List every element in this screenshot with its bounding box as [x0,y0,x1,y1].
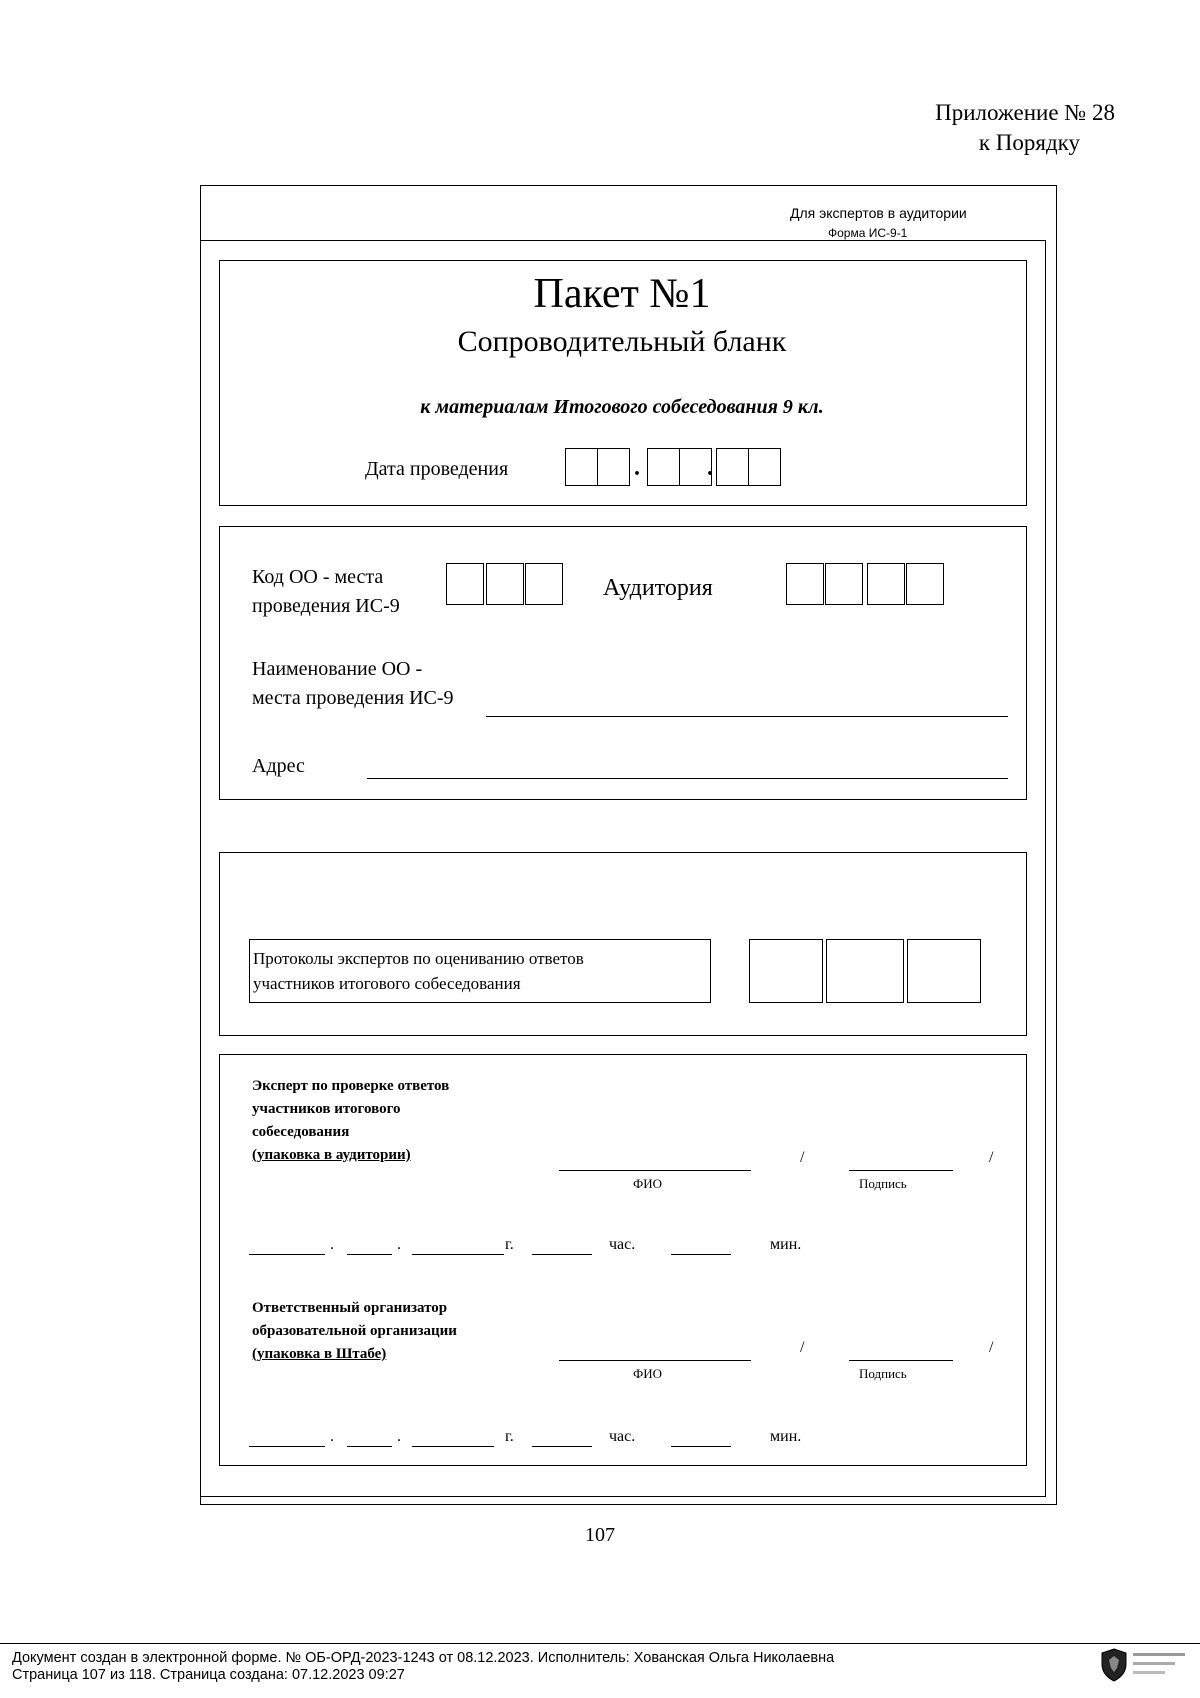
organizer-signature-field[interactable] [849,1360,953,1361]
appendix-title: Приложение № 28 [935,100,1115,125]
date-year-cell-1[interactable] [716,448,749,486]
address-field[interactable] [367,778,1008,779]
form-header-divider [200,240,1045,241]
school-code-cell-3[interactable] [525,563,563,605]
organizer-date-sep: . [397,1428,401,1445]
crest-icon [1100,1648,1128,1687]
package-title: Пакет №1 [533,271,711,317]
organizer-minutes-label: мин. [770,1428,802,1445]
expert-slash: / [800,1149,805,1166]
auditorium-label: Аудитория [603,575,713,601]
organizer-hours-field[interactable] [532,1446,592,1447]
expert-minutes-field[interactable] [671,1254,731,1255]
school-name-field[interactable] [486,716,1008,717]
footer-document-info: Документ создан в электронной форме. № ОБ-ОРД-2023-1243 от 08.12.2023. Исполнитель: Хованская Ольга Николаевна [12,1650,835,1666]
expert-signature-field[interactable] [849,1170,953,1171]
expert-day-field[interactable] [249,1254,325,1255]
school-code-label: Код ОО - места проведения ИС-9 [252,566,400,617]
organizer-month-field[interactable] [347,1446,392,1447]
expert-year-suffix: г. [505,1236,514,1253]
auditorium-cell-1[interactable] [786,563,824,605]
date-separator: . [707,455,713,481]
organizer-year-suffix: г. [505,1428,514,1445]
expert-hours-label: час. [609,1236,636,1253]
expert-signature-caption: Подпись [859,1176,907,1191]
expert-role-label: Эксперт по проверке ответов участников итогового собеседования (упаковка в аудитории) [252,1078,450,1163]
date-label: Дата проведения [365,458,509,480]
expert-month-field[interactable] [347,1254,392,1255]
date-day-cell-1[interactable] [565,448,598,486]
school-name-label: Наименование ОО - места проведения ИС-9 [252,658,454,709]
expert-date-sep: . [330,1236,334,1253]
expert-hours-field[interactable] [532,1254,592,1255]
organizer-slash: / [800,1339,805,1356]
organizer-role-label: Ответственный организатор образовательной организации (упаковка в Штабе) [252,1300,457,1362]
form-code-label: Форма ИС-9-1 [828,226,908,240]
auditorium-cell-2[interactable] [825,563,863,605]
date-year-cell-2[interactable] [748,448,781,486]
expert-minutes-label: мин. [770,1236,802,1253]
organizer-date-sep: . [330,1428,334,1445]
protocols-count-cell-1[interactable] [749,939,823,1003]
organizer-year-field[interactable] [412,1446,494,1447]
expert-fio-field[interactable] [559,1170,751,1171]
organizer-minutes-field[interactable] [671,1446,731,1447]
government-logo-text [1133,1651,1188,1686]
expert-slash-end: / [989,1149,994,1166]
organizer-signature-caption: Подпись [859,1366,907,1381]
protocols-count-cell-2[interactable] [826,939,904,1003]
form-bottom-divider [200,1496,1046,1497]
date-separator: . [634,455,640,481]
protocols-count-cell-3[interactable] [907,939,981,1003]
protocols-label: Протоколы экспертов по оцениванию ответов участников итогового собеседования [253,949,584,993]
footer-divider [0,1643,1200,1644]
appendix-subtitle: к Порядку [978,130,1080,155]
organizer-fio-caption: ФИО [633,1366,663,1381]
expert-year-field[interactable] [412,1254,504,1255]
school-code-cell-1[interactable] [446,563,484,605]
date-month-cell-1[interactable] [647,448,680,486]
package-subtitle: Сопроводительный бланк [457,325,787,358]
package-materials: к материалам Итогового собеседования 9 кл. [420,396,824,418]
organizer-fio-field[interactable] [559,1360,751,1361]
footer-page-info: Страница 107 из 118. Страница создана: 07.12.2023 09:27 [12,1667,405,1683]
organizer-hours-label: час. [609,1428,636,1445]
school-code-cell-2[interactable] [486,563,524,605]
page-number: 107 [585,1524,615,1546]
expert-fio-caption: ФИО [633,1176,663,1191]
organizer-day-field[interactable] [249,1446,325,1447]
form-audience-label: Для экспертов в аудитории [790,205,967,221]
date-day-cell-2[interactable] [597,448,630,486]
form-inner-border [1045,240,1046,1496]
address-label: Адрес [252,755,305,777]
auditorium-cell-3[interactable] [867,563,905,605]
expert-date-sep: . [397,1236,401,1253]
organizer-slash-end: / [989,1339,994,1356]
auditorium-cell-4[interactable] [906,563,944,605]
